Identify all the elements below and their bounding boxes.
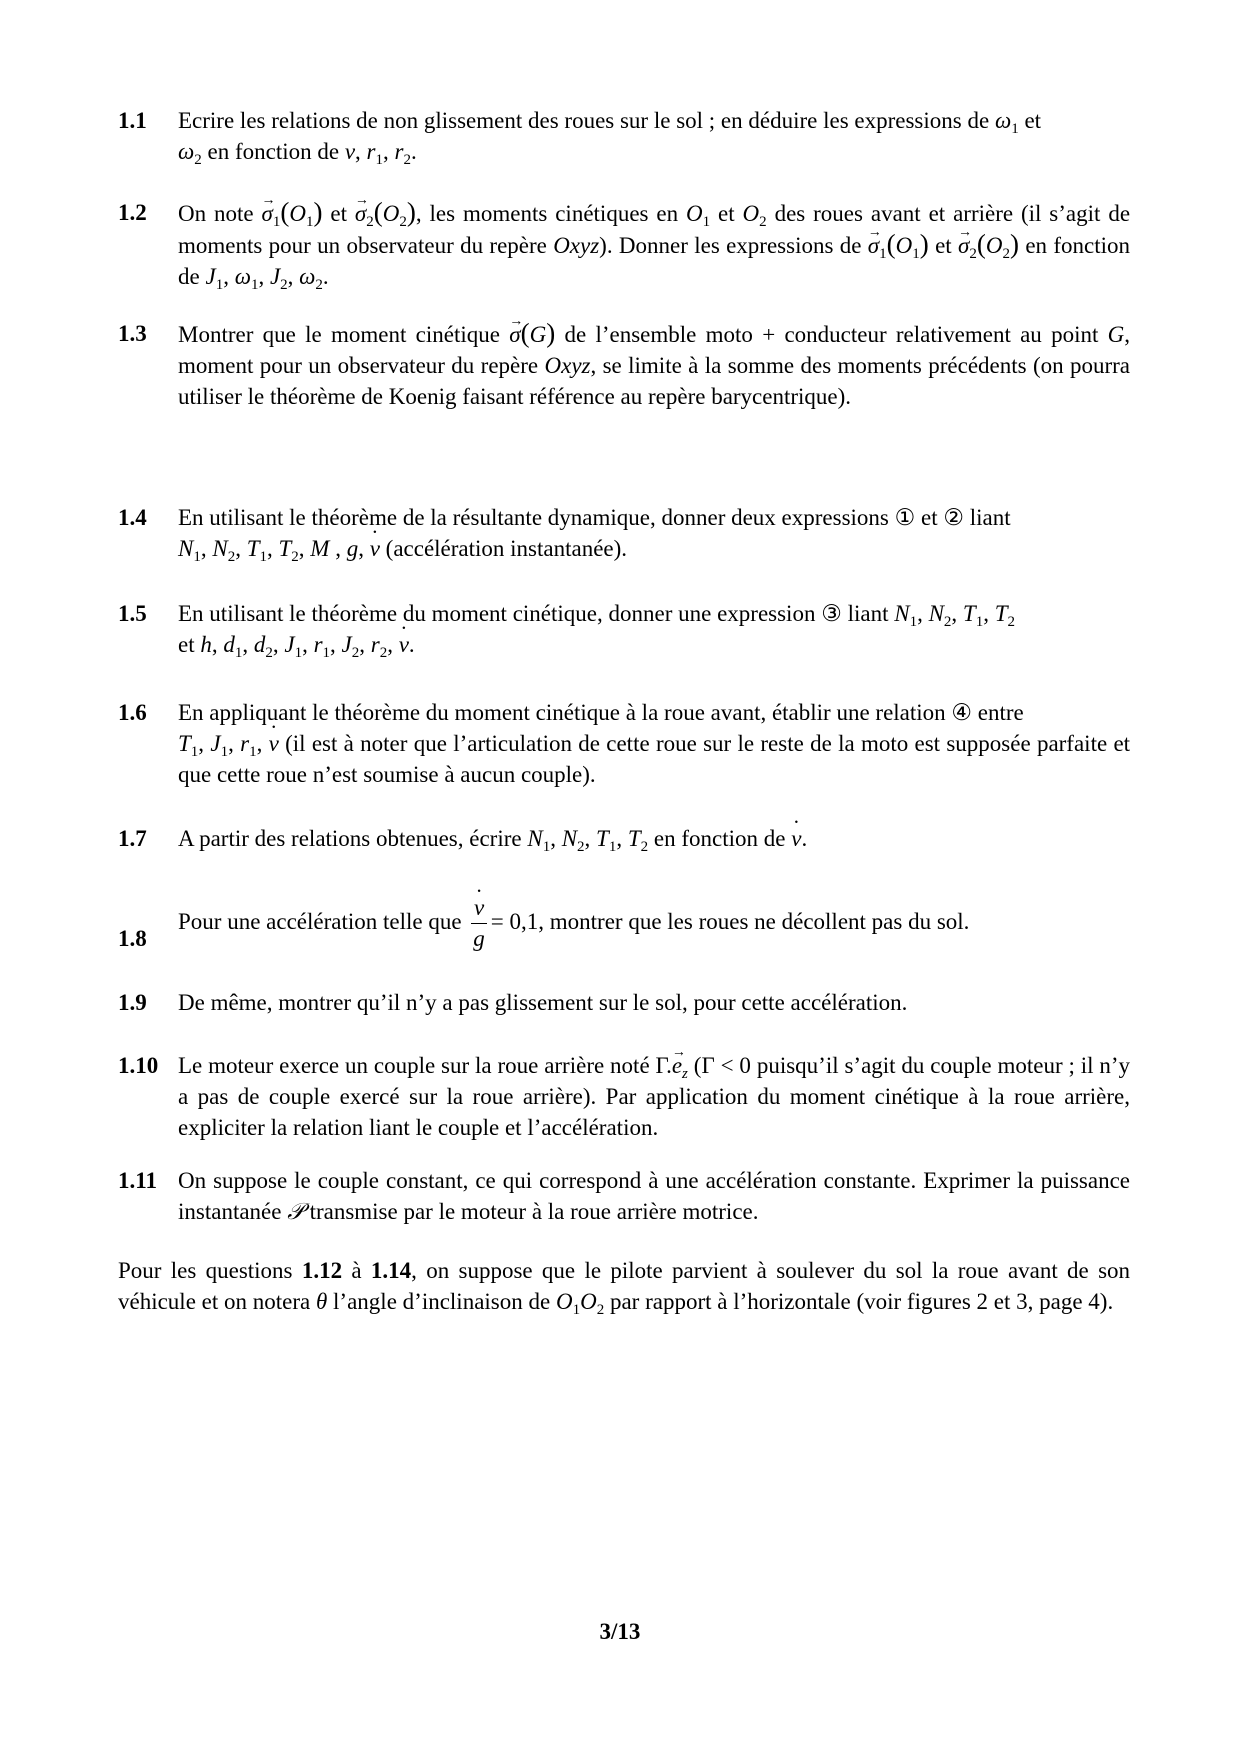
question-text: De même, montrer qu’il n’y a pas glissement sur le sol, pour cette accélération.	[178, 990, 908, 1015]
question-text: On note → $\sigma_1(O_1)$ et → $\sigma_2(O_2)$, les moments cinétiques en $O_1$ et $O_2$ des roues avant et arrière (il s’agit de moments pour un observateur du repère Oxyz). Donner les expressions de → $\sigma_1(O_1)$ et → $\sigma_2(O_2)$ en fonction de $J_1$, $\omega_1$, $J_2$, $\omega_2$.	[178, 197, 1130, 292]
question-text: Montrer que le moment cinétique → σ(G) de l’ensemble moto + conducteur relativement au point G, moment pour un observateur du repère Oxyz, se limite à la somme des moments précédents (on pourra utiliser le théorème de Koenig faisant référence au repère barycentrique).	[178, 318, 1130, 412]
question-text: On suppose le couple constant, ce qui correspond à une accélération constante. Exprimer la puissance instantanée 𝒫 transmise par le moteur à la roue arrière motrice.	[178, 1168, 1130, 1224]
question-1-7	[118, 823, 1130, 854]
question-number: 1.10	[118, 1053, 159, 1078]
question-number: 1.8	[118, 926, 147, 951]
intro-paragraph: Pour les questions 1.12 à 1.14, on suppose que le pilote parvient à soulever du sol la roue avant de son véhicule et on notera θ l’angle d’inclinaison de $O_1O_2$ par rapport à l’horizontale (voir figures 2 et 3, page 4).	[118, 1258, 1131, 1318]
question-text: A partir des relations obtenues, écrire $N_1$, $N_2$, $T_1$, $T_2$ en fonction de ˙ v.	[178, 823, 1130, 854]
question-1-10	[118, 1050, 1130, 1143]
question-1-11	[118, 1165, 1130, 1227]
question-text: Ecrire les relations de non glissement des roues sur le sol ; en déduire les expressions de $\omega_1$ et $\omega_2$ en fonction de v, $r_1$, $r_2$.	[178, 108, 1042, 168]
question-1-3	[118, 318, 1130, 412]
question-number: 1.4	[118, 505, 147, 530]
question-number: 1.6	[118, 700, 147, 725]
question-1-9	[118, 987, 1130, 1018]
question-number: 1.1	[118, 108, 147, 133]
question-text: En utilisant le théorème du moment cinétique, donner une expression ③ liant $N_1$, $N_2$, $T_1$, $T_2$ et h, $d_1$, $d_2$, $J_1$, $r_1$, $J_2$, $r_2$, ˙ v.	[178, 598, 1130, 660]
question-1-6	[118, 697, 1130, 790]
question-text: Pour une accélération telle que ˙ $\frac{v}{g}$ = 0,1, montrer que les roues ne décollent pas du sol.	[178, 893, 1130, 954]
question-1-8	[118, 893, 1130, 954]
question-number: 1.3	[118, 321, 147, 346]
question-text: Le moteur exerce un couple sur la roue arrière noté $\Gamma.\to e_z$ (Γ < 0 puisqu’il s’agit du couple moteur ; il n’y a pas de couple exercé sur la roue arrière). Par application du moment cinétique à la roue arrière, expliciter la relation liant le couple et l’accélération.	[178, 1050, 1130, 1143]
question-1-1	[118, 105, 1130, 167]
question-number: 1.9	[118, 990, 147, 1015]
question-number: 1.2	[118, 200, 147, 225]
page-number: 3/13	[599, 1619, 641, 1644]
question-1-2	[118, 197, 1130, 292]
question-1-4	[118, 502, 1130, 564]
fraction-v-dot-over-g: ˙ $\frac{v}{g}$	[470, 893, 488, 954]
question-text: En appliquant le théorème du moment cinétique à la roue avant, établir une relation ④ entre $T_1$, $J_1$, $r_1$, ˙ v (il est à noter que l’articulation de cette roue sur le reste de la moto est supposée parfaite et que cette roue n’est soumise à aucun couple).	[178, 697, 1130, 790]
question-number: 1.7	[118, 826, 147, 851]
question-1-5	[118, 598, 1130, 660]
question-number: 1.11	[118, 1168, 157, 1193]
question-number: 1.5	[118, 601, 147, 626]
question-text: En utilisant le théorème de la résultante dynamique, donner deux expressions ① et ② liant $N_1$, $N_2$, $T_1$, $T_2$, M , g, ˙ v (accélération instantanée).	[178, 502, 1130, 564]
